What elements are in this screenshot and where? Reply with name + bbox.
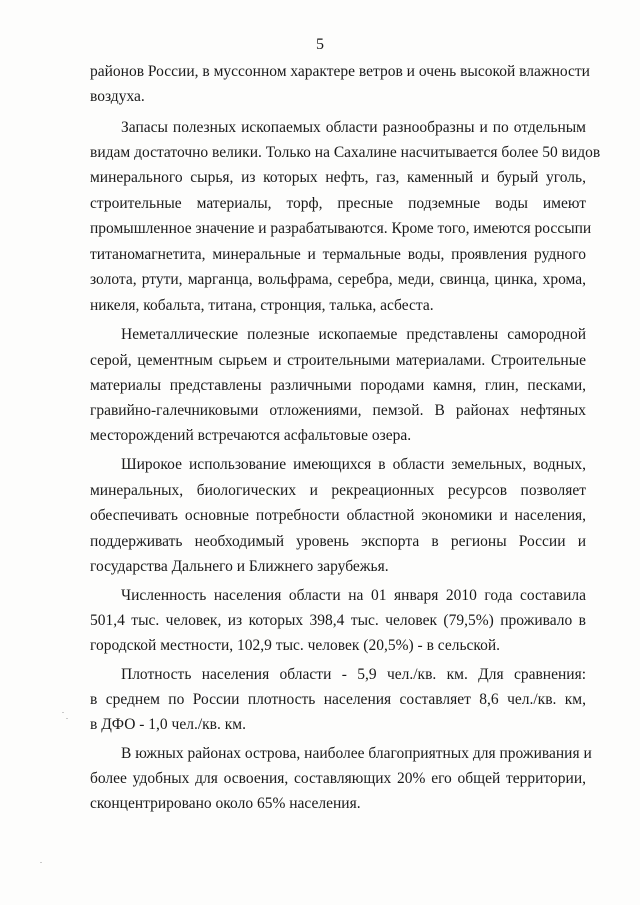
text-line: Численность населения области на 01 января 2010 года составила bbox=[121, 587, 586, 604]
text-line: минерального сырья, из которых нефть, газ, каменный и бурый уголь, bbox=[90, 169, 586, 186]
text-line: золота, ртути, марганца, вольфрама, серебра, меди, свинца, цинка, хрома, bbox=[90, 271, 586, 288]
text-line: гравийно-галечниковыми отложениями, пемзой. В районах нефтяных bbox=[90, 402, 586, 419]
scan-speck bbox=[40, 862, 42, 863]
page-number: 5 bbox=[316, 36, 324, 53]
text-line: городской местности, 102,9 тыс. человек (20,5%) - в сельской. bbox=[90, 637, 501, 654]
text-line: промышленное значение и разрабатываются. Кроме того, имеются россыпи bbox=[90, 220, 592, 237]
text-line: в среднем по России плотность населения составляет 8,6 чел./кв. км, bbox=[90, 691, 586, 708]
text-line: материалы представлены различными породами камня, глин, песками, bbox=[90, 377, 586, 394]
text-line: строительные материалы, торф, пресные подземные воды имеют bbox=[90, 195, 586, 212]
text-line: сконцентрировано около 65% населения. bbox=[90, 795, 361, 812]
text-line: никеля, кобальта, титана, стронция, талька, асбеста. bbox=[90, 297, 434, 314]
scan-speck bbox=[66, 718, 68, 719]
text-line: районов России, в муссонном характере ветров и очень высокой влажности bbox=[90, 63, 590, 80]
text-line: месторождений встречаются асфальтовые озера. bbox=[90, 427, 412, 444]
text-line: более удобных для освоения, составляющих 20% его общей территории, bbox=[90, 770, 586, 787]
text-line: 501,4 тыс. человек, из которых 398,4 тыс. человек (79,5%) проживало в bbox=[90, 612, 586, 629]
text-line: поддерживать необходимый уровень экспорта в регионы России и bbox=[90, 533, 586, 550]
text-line: Плотность населения области - 5,9 чел./кв. км. Для сравнения: bbox=[121, 666, 586, 683]
text-line: воздуха. bbox=[90, 88, 145, 105]
scan-speck bbox=[62, 712, 64, 713]
text-line: обеспечивать основные потребности областной экономики и населения, bbox=[90, 507, 586, 524]
text-line: Неметаллические полезные ископаемые представлены самородной bbox=[121, 326, 586, 343]
text-line: серой, цементным сырьем и строительными материалами. Строительные bbox=[90, 352, 586, 369]
text-line: В южных районах острова, наиболее благоприятных для проживания и bbox=[121, 745, 592, 762]
text-line: Запасы полезных ископаемых области разнообразны и по отдельным bbox=[121, 119, 586, 136]
text-line: титаномагнетита, минеральные и термальные воды, проявления рудного bbox=[90, 246, 586, 263]
text-line: видам достаточно велики. Только на Сахалине насчитывается более 50 видов bbox=[90, 144, 601, 161]
text-line: государства Дальнего и Ближнего зарубежья. bbox=[90, 558, 389, 575]
text-line: Широкое использование имеющихся в области земельных, водных, bbox=[121, 456, 586, 473]
text-line: минеральных, биологических и рекреационных ресурсов позволяет bbox=[90, 482, 586, 499]
text-line: в ДФО - 1,0 чел./кв. км. bbox=[90, 716, 246, 733]
